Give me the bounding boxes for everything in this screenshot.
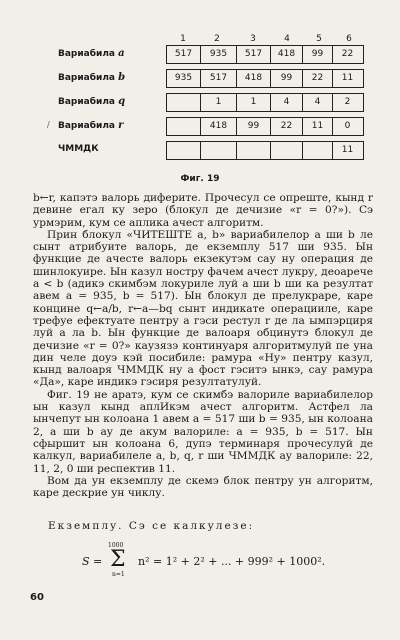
margin-mark: / <box>47 120 50 129</box>
column-number: 4 <box>284 34 290 44</box>
table-cell: 0 <box>344 121 351 131</box>
column-number: 2 <box>214 34 220 44</box>
row-cells <box>166 45 364 64</box>
table-cell: 11 <box>303 118 333 135</box>
example-label: Екземплу. Сэ се калкулезе: <box>48 520 255 532</box>
column-number: 1 <box>180 34 186 44</box>
paragraph: b←r, капэтэ валорь диферите. Прочесул се опреште, кынд r девине егал ку зеро (блокул де дечизие «r = 0?»). Сэ урмэрим, кум се аплика ачест алгоритм. <box>33 192 373 229</box>
row-label-text: ЧММДК <box>58 144 99 154</box>
formula-lhs: S = <box>82 555 103 568</box>
paragraph: Фиг. 19 не аратэ, кум се скимбэ валориле вариабилелор ын казул кынд аплИкэм ачест алгоритм. Астфел ла ынчепут ын колоана 1 авем a = 517 ши b = 935, ын колоана 2, a ши b ау де акум валориле: a = 935, b = 517. Ын сфыршит ын колоана 6, дупэ терминаря прочесулуй де калкул, вариабилеле a, b, q, r ши ЧММДК ау валориле: 22, 11, 2, 0 ши респектив 11. <box>33 388 373 475</box>
table-cell <box>201 142 237 159</box>
row-label-text: Вариабила <box>58 49 116 59</box>
row-variable: r <box>118 120 124 131</box>
table-cell: 99 <box>271 70 303 87</box>
table-cell: 935 <box>201 46 237 63</box>
row-label-text: Вариабила <box>58 121 116 131</box>
page-number: 60 <box>30 592 44 603</box>
table-cell <box>167 118 201 135</box>
row-cells <box>166 117 364 136</box>
row-variable: q <box>118 96 126 107</box>
row-variable: b <box>118 72 126 83</box>
sum-lower-limit: n=1 <box>112 571 125 578</box>
table-cell: 418 <box>237 70 271 87</box>
row-label <box>58 96 163 107</box>
table-cell: 11 <box>341 73 354 83</box>
row-cells <box>166 93 364 112</box>
table-cell: 418 <box>201 118 237 135</box>
table-cell <box>303 142 333 159</box>
table-cell: 418 <box>271 46 303 63</box>
table-cell: 517 <box>237 46 271 63</box>
table-cell <box>167 142 201 159</box>
table-cell: 517 <box>201 70 237 87</box>
table-cell: 1 <box>237 94 271 111</box>
row-label <box>58 144 163 154</box>
table-row <box>58 44 364 66</box>
table-cell: 517 <box>167 46 201 63</box>
table-cell <box>167 94 201 111</box>
table-cell: 4 <box>271 94 303 111</box>
table-cell: 2 <box>344 97 351 107</box>
table-row <box>58 116 364 138</box>
sum-symbol: Σ <box>110 547 126 572</box>
table-cell: 1 <box>201 94 237 111</box>
figure-caption: Фиг. 19 <box>180 174 220 184</box>
table-cell: 22 <box>303 70 333 87</box>
column-number: 5 <box>316 34 322 44</box>
body-text <box>33 192 373 499</box>
table-row <box>58 68 364 90</box>
row-cells <box>166 141 364 160</box>
table-cell: 22 <box>271 118 303 135</box>
formula-rhs: n² = 1² + 2² + ... + 999² + 1000². <box>138 555 326 568</box>
table-cell <box>237 142 271 159</box>
paragraph: Прин блокул «ЧИТЕШТЕ a, b» вариабилелор a ши b ле сынт атрибуите валорь, де екземплу 517 ши 935. Ын функцие де ачесте валорь екзекутэм сау ну операция де шинлокуире. Ын казул ностру фачем ачест лукру, деоарече a < b (адикэ скимбэм локуриле луй a ши b ши ка резултат авем a = 935, b = 517). Ын блокул де прелукраре, каре концине q←a/b, r←a—bq сынт индикате операцииле, каре трефуе ефектуате пентру а гэси рестул r де ла ымпэрциря луй a ла b. Ын функцие де валоаря обцинутэ блокул де дечизие «r = 0?» каузязэ континуаря алгоритмулуй пе уна дин челе доуэ кэй посибиле: рамура «Ну» пентру казул, кынд валоаря ЧММДК ну а фост гэситэ ынкэ, сау рамура «Да», каре индикэ гэсиря резултатулуй. <box>33 228 373 389</box>
table-row <box>58 140 364 162</box>
sum-formula <box>82 542 362 578</box>
row-label <box>58 120 163 131</box>
table-cell: 4 <box>303 94 333 111</box>
table-cell: 935 <box>167 70 201 87</box>
table-cell <box>271 142 303 159</box>
row-label <box>58 72 163 83</box>
row-cells <box>166 69 364 88</box>
column-number: 3 <box>250 34 256 44</box>
paragraph: Вом да ун екземплу де скемэ блок пентру ун алгоритм, каре дескрие ун чиклу. <box>33 474 373 500</box>
row-label-text: Вариабила <box>58 97 116 107</box>
row-label-text: Вариабила <box>58 73 116 83</box>
table-cell: 22 <box>341 49 354 59</box>
table-cell: 99 <box>237 118 271 135</box>
table-row <box>58 92 364 114</box>
table-cell: 11 <box>341 145 354 155</box>
row-label <box>58 48 163 59</box>
sum-upper-limit: 1000 <box>108 542 124 549</box>
row-variable: a <box>118 48 125 59</box>
table-cell: 99 <box>303 46 333 63</box>
column-number: 6 <box>346 34 352 44</box>
